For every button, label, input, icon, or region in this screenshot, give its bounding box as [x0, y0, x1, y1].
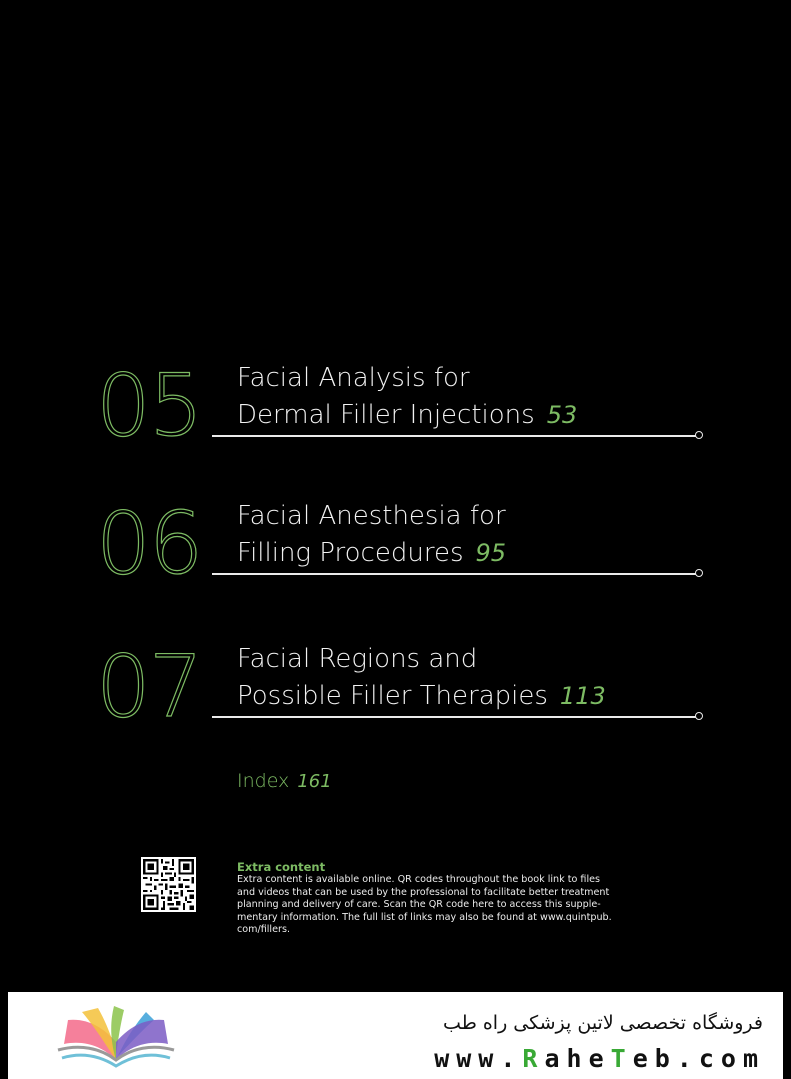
- chapter-page-number: 53: [546, 401, 578, 429]
- url-part: R: [522, 1044, 545, 1073]
- extra-content-heading: Extra content: [237, 860, 326, 874]
- chapter-title-line1: Facial Analysis for: [237, 363, 470, 393]
- chapter-title-line1: Facial Regions and: [237, 644, 478, 674]
- chapter-page-number: 113: [559, 682, 606, 710]
- shop-name: فروشگاه تخصصی لاتین پزشکی راه طب: [443, 1012, 763, 1034]
- extra-content-line: mentary information. The full list of links may also be found at www.quintpub.: [237, 911, 612, 923]
- chapter-number: 05: [96, 356, 202, 456]
- chapter-rule: [212, 573, 696, 575]
- store-banner[interactable]: [8, 992, 783, 1079]
- shop-url-link[interactable]: [434, 1044, 765, 1073]
- qr-code-icon[interactable]: [141, 857, 196, 912]
- url-part: eb.com: [632, 1044, 765, 1073]
- index-page-number: 161: [297, 771, 332, 792]
- extra-content-line: and videos that can be used by the professional to facilitate better treatment: [237, 886, 610, 898]
- chapter-number: 07: [96, 637, 202, 737]
- chapter-page-number: 95: [475, 539, 507, 567]
- chapter-entry[interactable]: [0, 637, 791, 754]
- url-part: www.: [434, 1044, 523, 1073]
- extra-content-text: [237, 874, 617, 937]
- chapter-title-line2: [237, 538, 506, 568]
- chapter-rule: [212, 435, 696, 437]
- rule-end-dot: [695, 431, 703, 439]
- chapter-number: 06: [96, 494, 202, 594]
- chapter-title-line2: [237, 681, 606, 711]
- chapter-rule: [212, 716, 696, 718]
- chapter-title-text: Possible Filler Therapies: [237, 681, 548, 711]
- extra-content-line: Extra content is available online. QR codes throughout the book link to files: [237, 874, 601, 885]
- index-entry[interactable]: [237, 770, 332, 792]
- extra-content-line: com/fillers.: [237, 924, 290, 935]
- url-part: ahe: [544, 1044, 611, 1073]
- chapter-title-line1: Facial Anesthesia for: [237, 501, 506, 531]
- chapter-title-line2: [237, 400, 577, 430]
- open-book-logo-icon: [54, 1002, 178, 1072]
- rule-end-dot: [695, 569, 703, 577]
- chapter-title-text: Dermal Filler Injections: [237, 400, 535, 430]
- chapter-entry[interactable]: [0, 356, 791, 473]
- chapter-title-text: Filling Procedures: [237, 538, 464, 568]
- index-label: Index: [237, 770, 290, 792]
- rule-end-dot: [695, 712, 703, 720]
- chapter-entry[interactable]: [0, 494, 791, 611]
- extra-content-line: planning and delivery of care. Scan the QR code here to access this supple-: [237, 899, 601, 910]
- url-part: T: [610, 1044, 633, 1073]
